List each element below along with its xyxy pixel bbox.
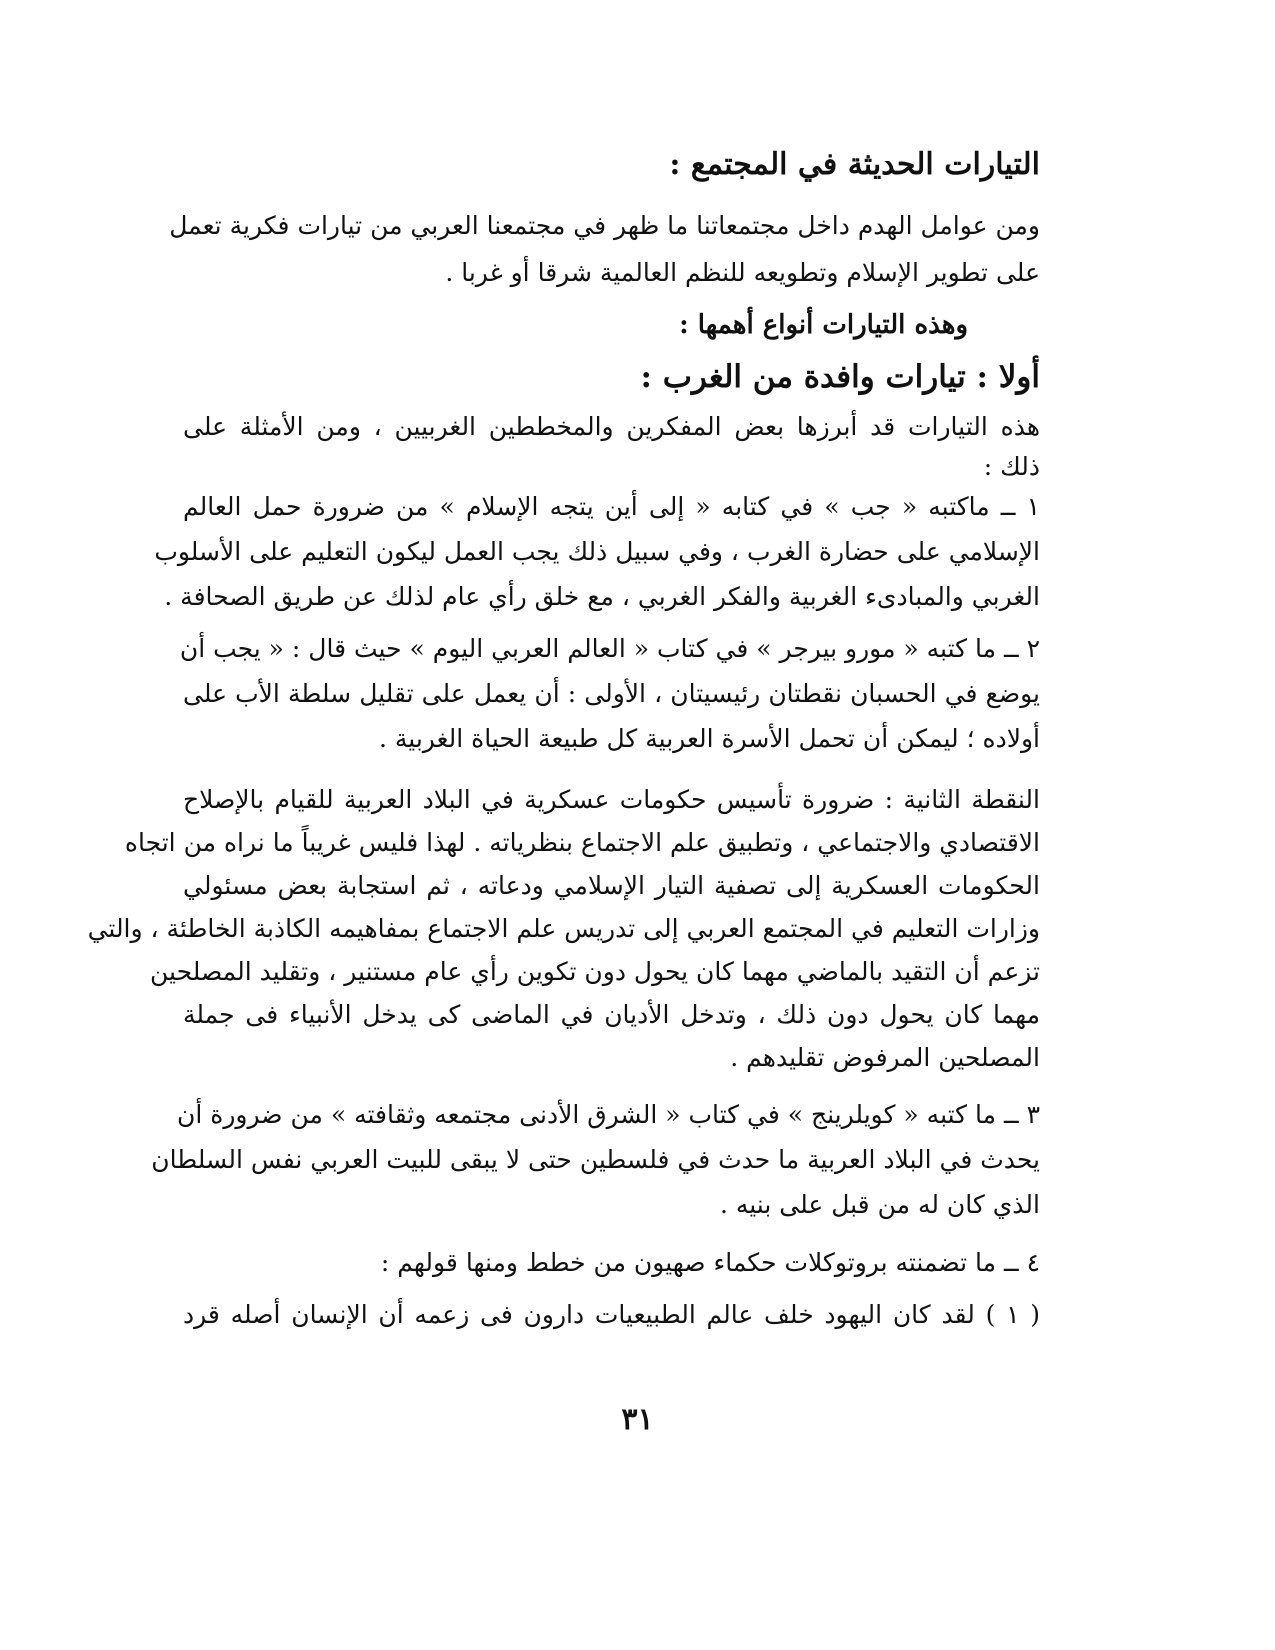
- list-item-line: ٤ ــ ما تضمنته بروتوكلات حكماء صهيون من خطط ومنها قولهم :: [380, 1248, 1040, 1277]
- list-item-line: يحدث في البلاد العربية ما حدث في فلسطين حتى لا يبقى للبيت العربي نفس السلطان: [151, 1145, 1040, 1174]
- paragraph-line: الاقتصادي والاجتماعي ، وتطبيق علم الاجتماع بنظرياته . لهذا فليس غريباً ما نراه من اتجاه: [124, 828, 1040, 857]
- paragraph-line: تزعم أن التقيد بالماضي مهما كان يحول دون تكوين رأي عام مستنير ، وتقليد المصلحين: [150, 957, 1040, 986]
- list-item-line: يوضع في الحسبان نقطتان رئيسيتان ، الأولى : أن يعمل على تقليل سلطة الأب على: [183, 679, 1040, 708]
- list-item-line: الإسلامي على حضارة الغرب ، وفي سبيل ذلك يجب العمل ليكون التعليم على الأسلوب: [154, 537, 1040, 566]
- quote-line: ( ١ ) لقد كان اليهود خلف عالم الطبيعيات دارون فى زعمه أن الإنسان أصله قرد: [183, 1300, 1040, 1329]
- list-item-line: ٢ ــ ما كتبه « مورو بيرجر » في كتاب « العالم العربي اليوم » حيث قال : « يجب أن: [179, 634, 1040, 663]
- list-item-line: الغربي والمبادىء الغربية والفكر الغربي ، مع خلق رأي عام لذلك عن طريق الصحافة .: [164, 582, 1040, 611]
- list-item-line: ١ ــ ماكتبه « جب » في كتابه « إلى أين يتجه الإسلام » من ضرورة حمل العالم: [183, 492, 1040, 521]
- paragraph-line: ذلك :: [983, 452, 1040, 481]
- list-item-line: الذي كان له من قبل على بنيه .: [719, 1190, 1040, 1219]
- paragraph-line: هذه التيارات قد أبرزها بعض المفكرين والمخططين الغربيين ، ومن الأمثلة على: [183, 412, 1040, 441]
- paragraph-line: الحكومات العسكرية إلى تصفية التيار الإسلامي ودعاته ، ثم استجابة بعض مسئولي: [183, 871, 1040, 900]
- section-heading-modern-currents: التيارات الحديثة في المجتمع :: [669, 147, 1040, 182]
- paragraph-line: المصلحين المرفوض تقليدهم .: [730, 1043, 1040, 1072]
- paragraph-line: النقطة الثانية : ضرورة تأسيس حكومات عسكرية في البلاد العربية للقيام بالإصلاح: [183, 785, 1040, 814]
- paragraph-line: ومن عوامل الهدم داخل مجتمعاتنا ما ظهر في مجتمعنا العربي من تيارات فكرية تعمل: [169, 211, 1040, 240]
- paragraph-line: على تطوير الإسلام وتطويعه للنظم العالمية شرقا أو غربا .: [445, 258, 1040, 287]
- subheading-western-currents: أولا : تيارات وافدة من الغرب :: [640, 359, 1040, 395]
- paragraph-line: مهما كان يحول دون ذلك ، وتدخل الأديان في الماضى كى يدخل الأنبياء فى جملة: [183, 1000, 1040, 1029]
- paragraph-line: وزارات التعليم في المجتمع العربي إلى تدريس علم الاجتماع بمفاهيمه الكاذبة الخاطئة ، والتي: [87, 914, 1040, 943]
- list-item-line: أولاده ؛ ليمكن أن تحمل الأسرة العربية كل طبيعة الحياة الغربية .: [379, 724, 1040, 753]
- subheading-types: وهذه التيارات أنواع أهمها :: [679, 310, 968, 340]
- list-item-line: ٣ ــ ما كتبه « كويلرينج » في كتاب « الشرق الأدنى مجتمعه وثقافته » من ضرورة أن: [177, 1100, 1040, 1129]
- page-number: ٣١: [621, 1402, 654, 1437]
